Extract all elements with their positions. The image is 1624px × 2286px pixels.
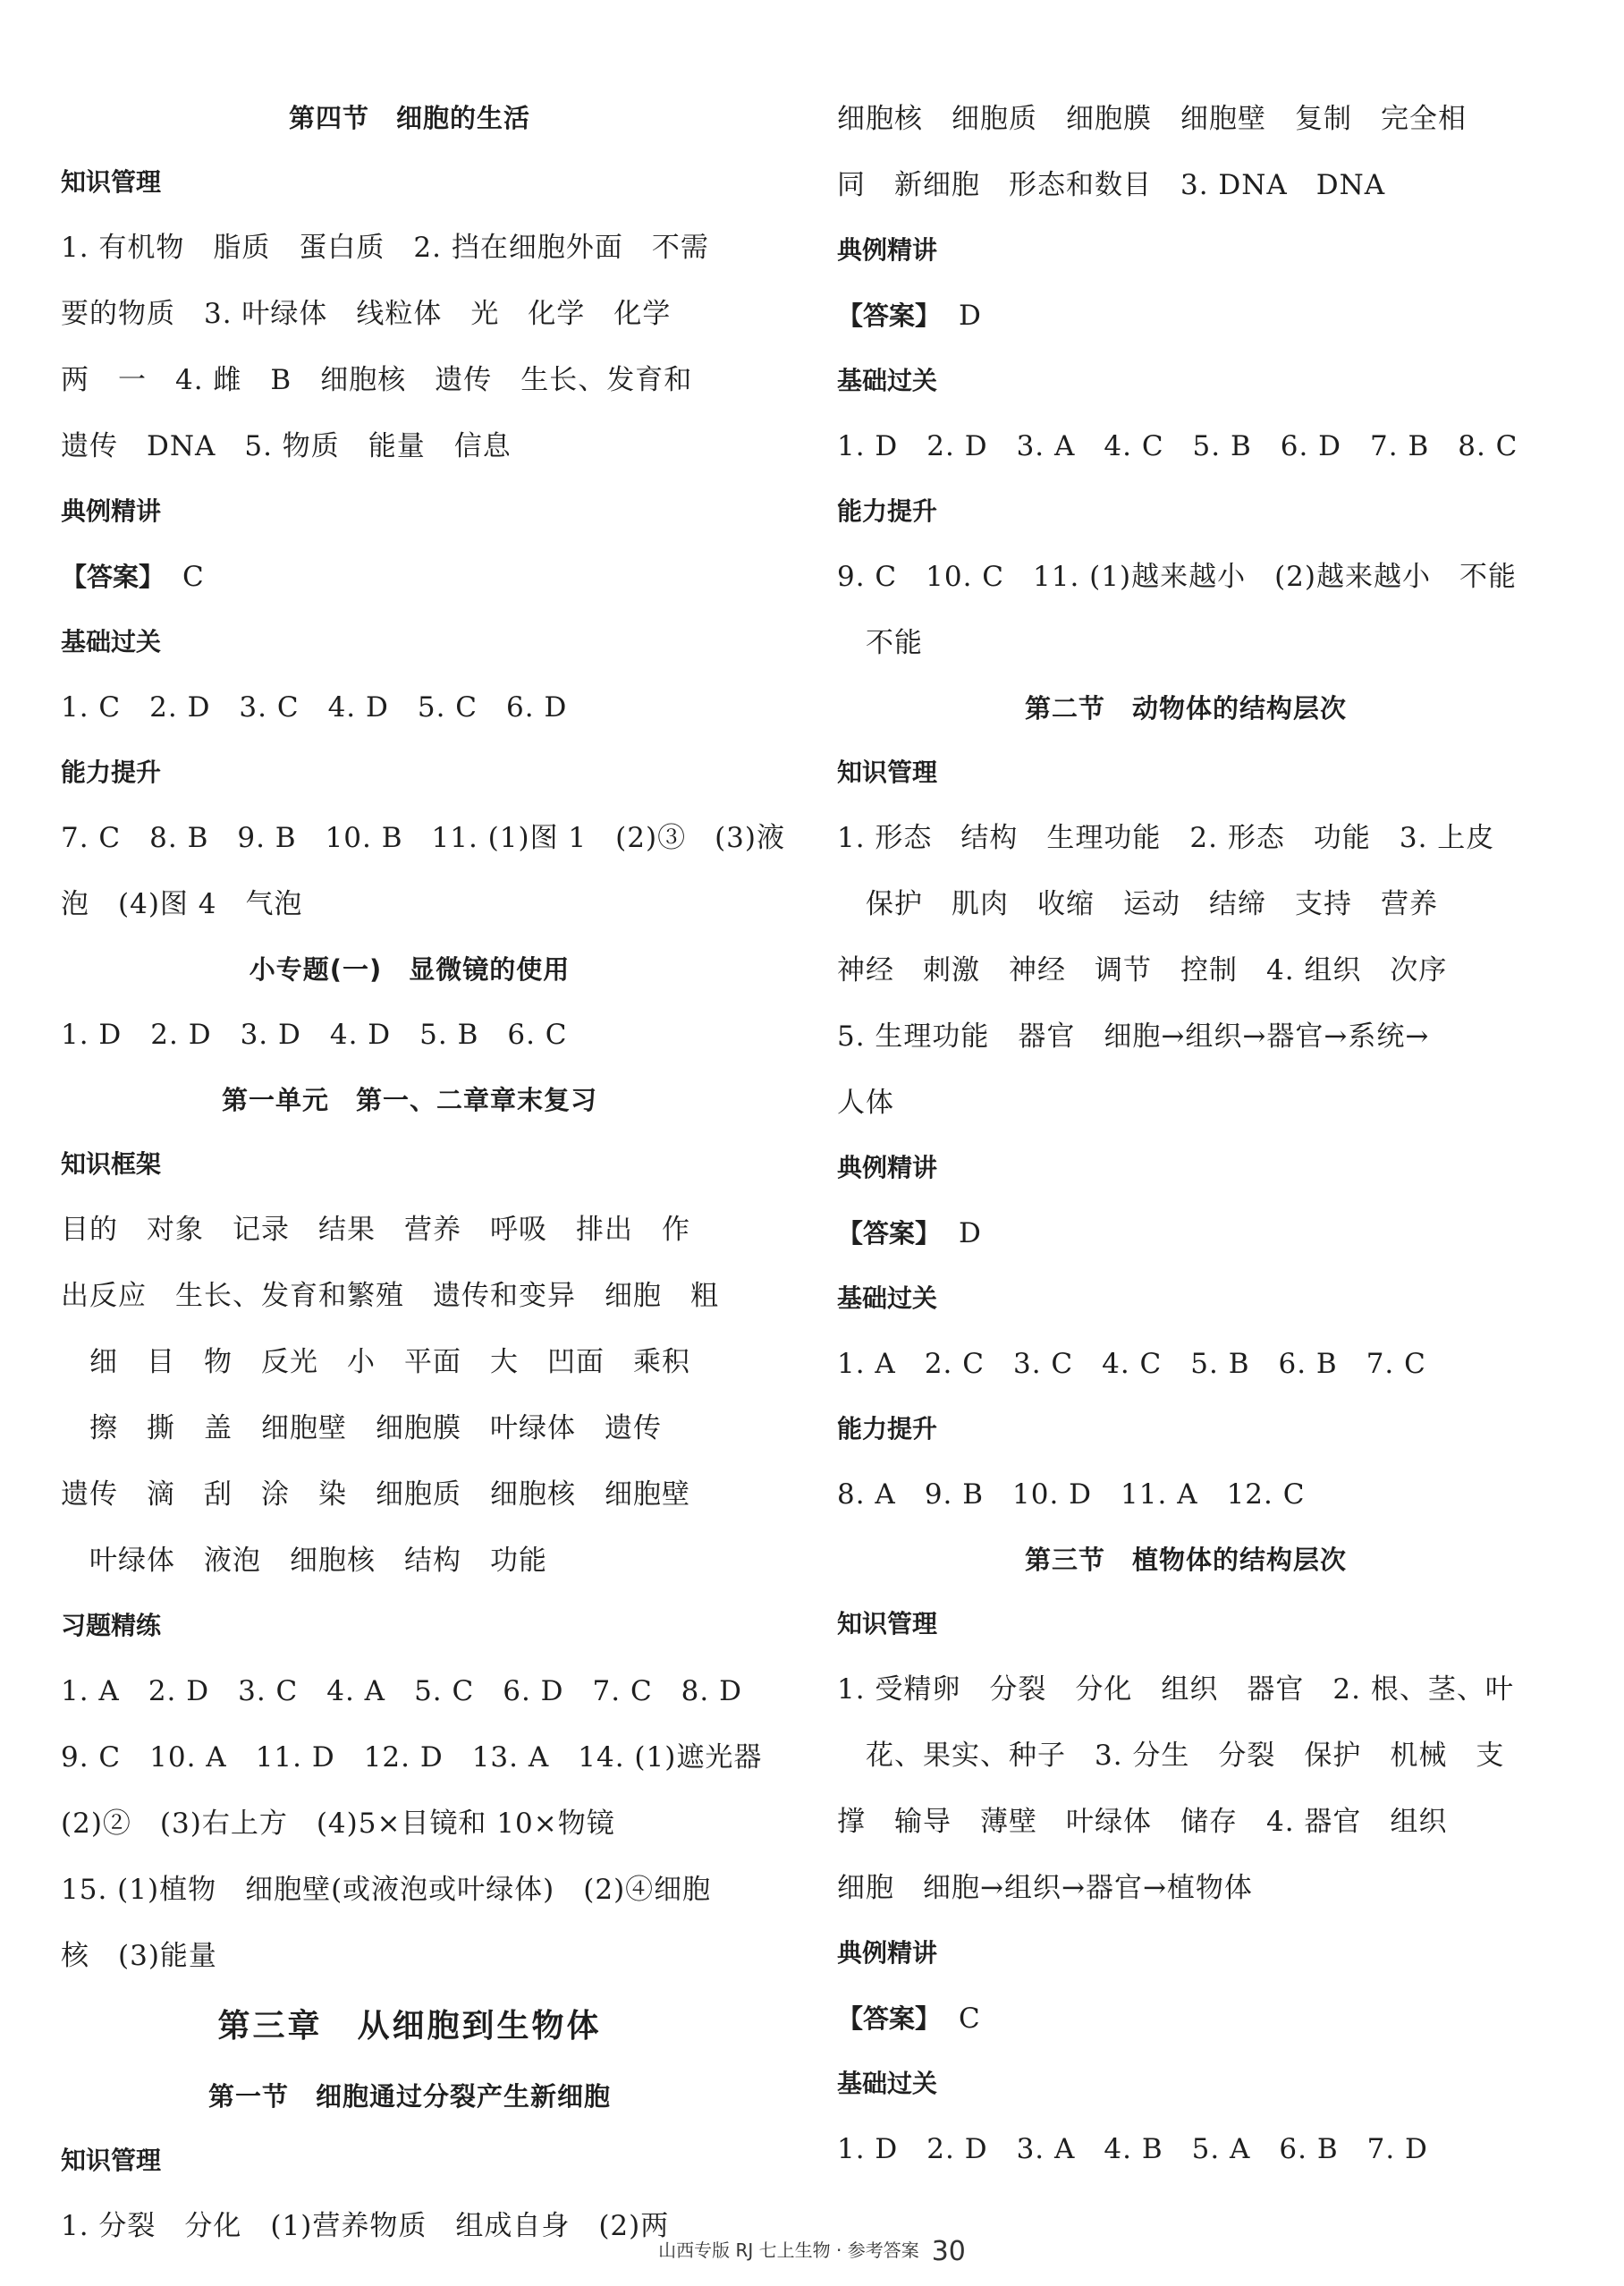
heading-example: 典例精讲 [837,1153,938,1182]
answer-list: 1. A 2. C 3. C 4. C 5. B 6. B 7. C [837,1348,1426,1380]
text-line: 细胞核 细胞质 细胞膜 细胞壁 复制 完全相 [837,103,1467,135]
text-line: 遗传 DNA 5. 物质 能量 信息 [61,430,512,462]
answer-line [837,1200,1535,1266]
answer-list: 15. (1)植物 细胞壁(或液泡或叶绿体) (2)④细胞 [61,1874,712,1906]
answer-list: 9. C 10. A 11. D 12. D 13. A 14. (1)遮光器 [61,1741,763,1774]
text-line: 1. 分裂 分化 (1)营养物质 组成自身 (2)两 [61,2210,670,2242]
answer-label: 【答案】 [837,301,942,331]
answer-list: 7. C 8. B 9. B 10. B 11. (1)图 1 (2)③ (3)液 [61,822,785,854]
answer-list: 1. D 2. D 3. A 4. B 5. A 6. B 7. D [837,2133,1428,2165]
right-column [837,86,1535,2182]
text-line: 花、果实、种子 3. 分生 分裂 保护 机械 支 [837,1740,1505,1772]
answer-line [837,1985,1535,2052]
section-title: 小专题(一) 显微镜的使用 [249,954,571,985]
section-title: 第一节 细胞通过分裂产生新细胞 [207,2081,611,2112]
heading-framework: 知识框架 [61,1149,162,1179]
text-line: 出反应 生长、发育和繁殖 遗传和变异 细胞 粗 [61,1280,719,1312]
answer-label: 【答案】 [837,1218,942,1249]
section-title: 第四节 细胞的生活 [288,103,530,133]
heading-knowledge: 知识管理 [61,167,162,197]
text-line: 神经 刺激 神经 调节 控制 4. 组织 次序 [837,954,1448,986]
text-line: 保护 肌肉 收缩 运动 结缔 支持 营养 [837,888,1438,920]
text-line: 两 一 4. 雌 B 细胞核 遗传 生长、发育和 [61,364,693,396]
text-line: 擦 撕 盖 细胞壁 细胞膜 叶绿体 遗传 [61,1412,662,1444]
text-line: 要的物质 3. 叶绿体 线粒体 光 化学 化学 [61,298,672,330]
text-line: 遗传 滴 刮 涂 染 细胞质 细胞核 细胞壁 [61,1478,690,1511]
heading-ability: 能力提升 [61,758,162,787]
text-line: 1. 受精卵 分裂 分化 组织 器官 2. 根、茎、叶 [837,1673,1514,1706]
answer-value: C [959,2002,980,2035]
chapter-title: 第三章 从细胞到生物体 [217,2008,602,2045]
heading-basic: 基础过关 [837,1283,938,1313]
text-line: 1. 形态 结构 生理功能 2. 形态 功能 3. 上皮 [837,822,1495,854]
answer-list: (2)② (3)右上方 (4)5×目镜和 10×物镜 [61,1808,615,1840]
section-title: 第三节 植物体的结构层次 [1024,1545,1347,1575]
text-line: 5. 生理功能 器官 细胞→组织→器官→系统→ [837,1020,1430,1053]
text-line: 细胞 细胞→组织→器官→植物体 [837,1872,1253,1904]
answer-list: 核 (3)能量 [61,1940,217,1972]
text-line: 同 新细胞 形态和数目 3. DNA DNA [837,169,1386,201]
page-number: 30 [931,2236,966,2267]
footer-text: 山西专版 RJ 七上生物 · 参考答案 [658,2239,919,2261]
left-column [61,86,785,2259]
heading-knowledge: 知识管理 [837,1609,938,1638]
answer-label: 【答案】 [837,2003,942,2034]
answer-value: D [959,300,981,332]
text-line: 目的 对象 记录 结果 营养 呼吸 排出 作 [61,1214,690,1246]
answer-value: C [182,561,204,593]
answer-list: 1. D 2. D 3. A 4. C 5. B 6. D 7. B 8. C [837,430,1518,462]
heading-example: 典例精讲 [837,1938,938,1968]
answer-value: D [959,1217,981,1249]
text-line: 人体 [837,1087,894,1119]
answer-line [61,544,758,610]
heading-basic: 基础过关 [61,627,162,656]
text-line: 1. 有机物 脂质 蛋白质 2. 挡在细胞外面 不需 [61,232,709,264]
text-line: 撑 输导 薄壁 叶绿体 储存 4. 器官 组织 [837,1806,1448,1838]
heading-basic: 基础过关 [837,366,938,395]
answer-list: 1. A 2. D 3. C 4. A 5. C 6. D 7. C 8. D [61,1675,742,1707]
answer-list: 8. A 9. B 10. D 11. A 12. C [837,1478,1306,1511]
answer-list: 1. C 2. D 3. C 4. D 5. C 6. D [61,691,568,724]
heading-exercises: 习题精练 [61,1611,162,1640]
text-line: 细 目 物 反光 小 平面 大 凹面 乘积 [61,1346,690,1378]
section-title: 第一单元 第一、二章章末复习 [221,1085,597,1115]
answer-list: 9. C 10. C 11. (1)越来越小 (2)越来越小 不能 [837,561,1517,593]
text-line: 叶绿体 液泡 细胞核 结构 功能 [61,1545,547,1577]
page-footer [0,2236,1624,2267]
heading-knowledge: 知识管理 [61,2146,162,2175]
heading-ability: 能力提升 [837,496,938,526]
heading-example: 典例精讲 [837,235,938,265]
answer-list: 1. D 2. D 3. D 4. D 5. B 6. C [61,1019,568,1051]
answer-list: 泡 (4)图 4 气泡 [61,888,303,920]
heading-basic: 基础过关 [837,2069,938,2098]
heading-knowledge: 知识管理 [837,758,938,787]
answer-list: 不能 [837,627,923,659]
section-title: 第二节 动物体的结构层次 [1024,693,1347,724]
heading-ability: 能力提升 [837,1414,938,1444]
answer-label: 【答案】 [61,562,165,592]
heading-example: 典例精讲 [61,496,162,526]
answer-line [837,283,1535,349]
